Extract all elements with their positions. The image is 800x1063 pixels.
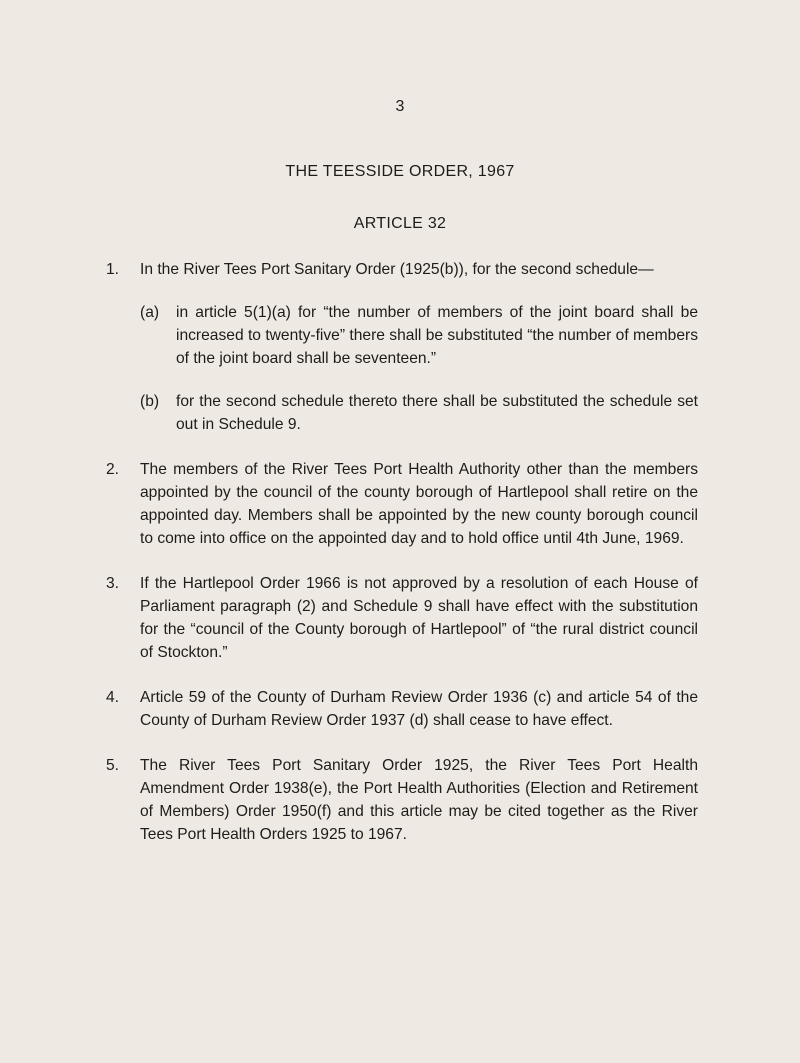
subitem-text: for the second schedule thereto there shall be substituted the schedule set out in Schedule 9. xyxy=(176,393,698,433)
subitem-label: (a) xyxy=(140,304,160,321)
item-number: 2. xyxy=(106,461,120,478)
item-number: 1. xyxy=(106,261,120,278)
article-heading: ARTICLE 32 xyxy=(353,215,447,232)
document-title: THE TEESSIDE ORDER, 1967 xyxy=(285,163,515,180)
item-number: 4. xyxy=(106,689,120,706)
item-text: The River Tees Port Sanitary Order 1925, the River Tees Port Health Amendment Order 1938(e), the Port Health Authorities (Election and Retirement of Members) Order 1950(f) and this article may be cited together as the River Tees Port Health Orders 1925 to 1967. xyxy=(140,757,698,843)
item-text: If the Hartlepool Order 1966 is not approved by a resolution of each House of Parliament paragraph (2) and Schedule 9 shall have effect with the substitution for the “council of the County borough of Hartlepool” of “the rural district council of Stockton.” xyxy=(140,575,698,661)
article-item-2 xyxy=(108,458,698,550)
article-item-1 xyxy=(108,258,698,436)
subitem-b xyxy=(140,390,698,436)
article-item-5 xyxy=(108,754,698,846)
item-intro: In the River Tees Port Sanitary Order (1925(b)), for the second schedule— xyxy=(140,261,654,278)
item-number: 5. xyxy=(106,757,120,774)
item-text: Article 59 of the County of Durham Review Order 1936 (c) and article 54 of the County of Durham Review Order 1937 (d) shall cease to have effect. xyxy=(140,689,698,729)
subitem-text: in article 5(1)(a) for “the number of members of the joint board shall be increased to twenty-five” there shall be substituted “the number of members of the joint board shall be seventeen.” xyxy=(176,304,698,367)
item-text: The members of the River Tees Port Health Authority other than the members appointed by the council of the county borough of Hartlepool shall retire on the appointed day. Members shall be appointed by the new county borough council to come into office on the appointed day and to hold office until 4th June, 1969. xyxy=(140,461,698,547)
page-number: 3 xyxy=(395,98,405,115)
subitem-a xyxy=(140,301,698,370)
article-item-4 xyxy=(108,686,698,732)
subitem-label: (b) xyxy=(140,393,160,410)
article-body xyxy=(108,258,698,868)
item-number: 3. xyxy=(106,575,120,592)
article-item-3 xyxy=(108,572,698,664)
